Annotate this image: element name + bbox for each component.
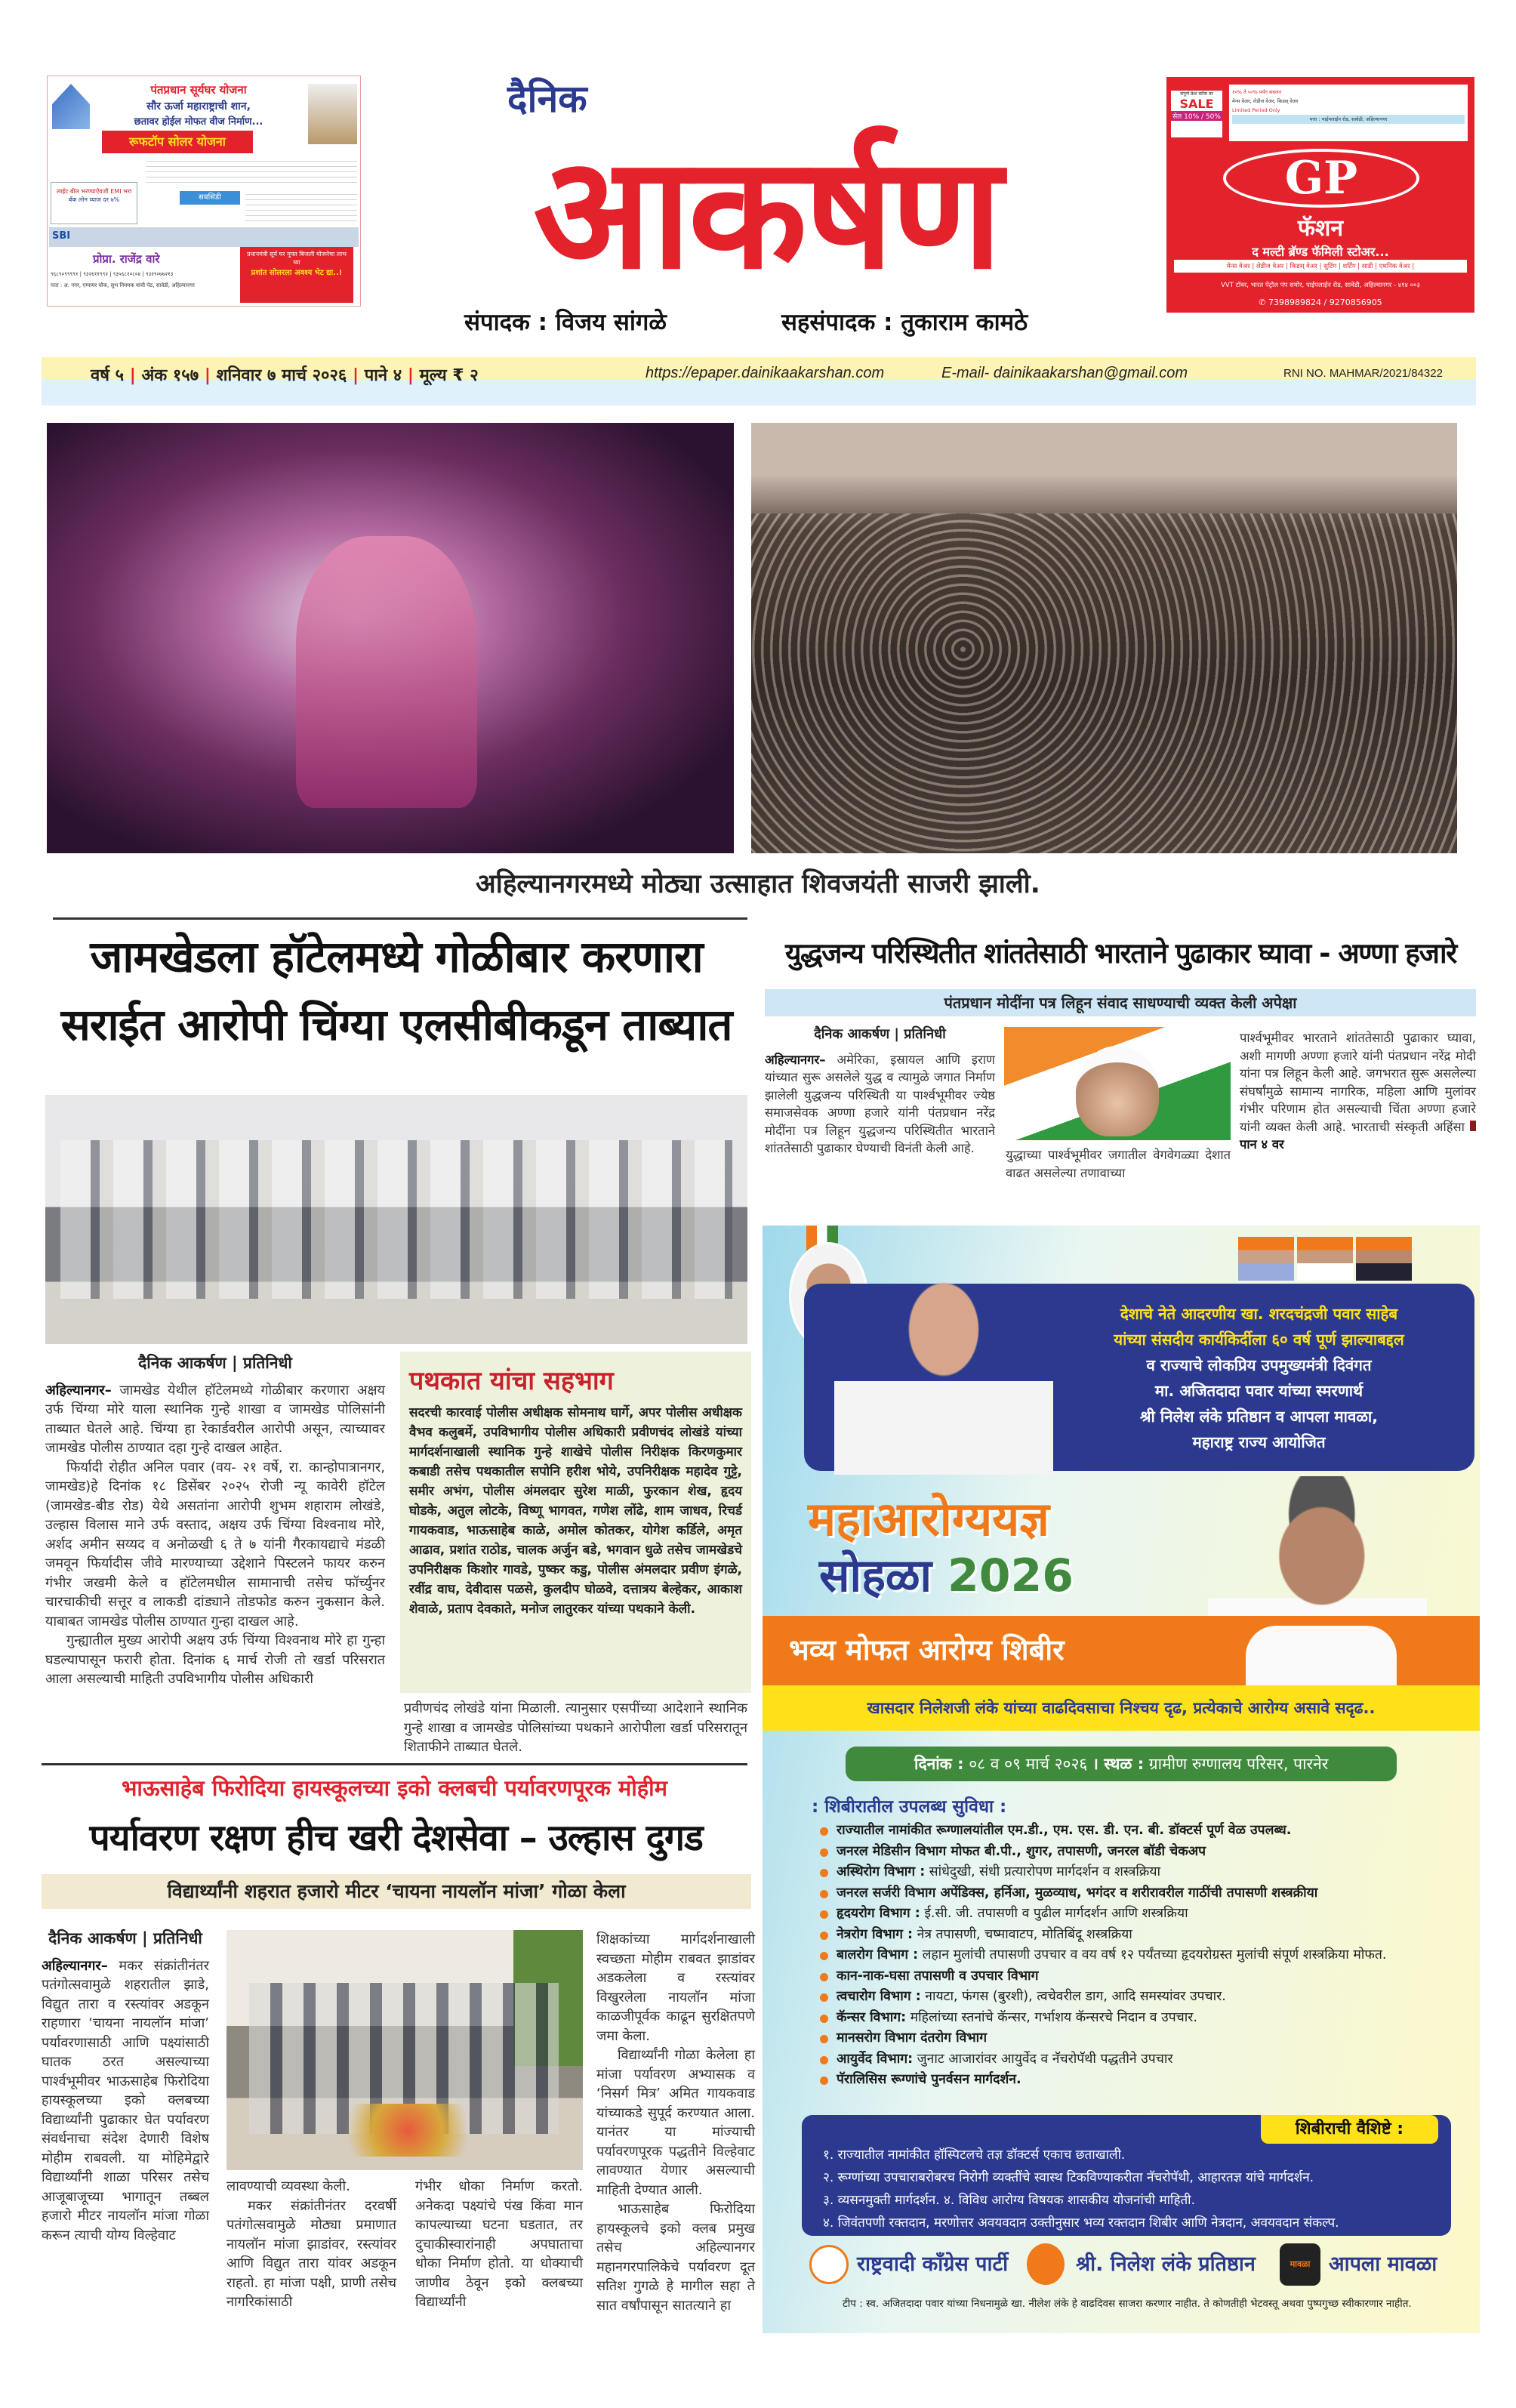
sbi-logo: SBI	[52, 230, 71, 242]
pratishthan-logo-icon	[1027, 2243, 1065, 2285]
leader-thumb	[1238, 1237, 1294, 1281]
event-subtitle-word: सोहळा	[819, 1549, 932, 1602]
facility-department: राज्यातील नामांकीत रूग्णालयांतील एम.डी., एम. एस. डी. एन. बी. डॉक्टर्स पूर्ण वेळ उपलब्ध.	[837, 1823, 1292, 1838]
issue-date: शनिवार ७ मार्च २०२६	[216, 366, 347, 385]
sale-discount	[1171, 111, 1222, 121]
organizer-ncp: राष्ट्रवादी काँग्रेस पार्टी	[857, 2252, 1009, 2276]
team-box	[400, 1352, 751, 1693]
facility-detail: नायटा, फंगस (बुरशी), त्वचेवरील डाग, आदि समस्यांवर उपचार.	[920, 1989, 1226, 2004]
store-phone[interactable]	[1166, 298, 1474, 307]
story1-headline-line1[interactable]: जामखेडला हॉटेलमध्ये गोळीबार करणारा	[90, 931, 703, 982]
photo-caption: अहिल्यानगरमध्ये मोठ्या उत्साहात शिवजयंती साजरी झाली.	[476, 869, 1040, 899]
year: वर्ष ५	[91, 366, 125, 385]
facility-department: त्वचारोग विभाग :	[837, 1989, 921, 2004]
feature-item: १. राज्यातील नामांकीत हॉस्पिटलचे तज्ञ डॉक्टर्स एकाच छताखाली.	[823, 2147, 1126, 2163]
story2-col3	[1240, 1029, 1476, 1154]
facility-item	[815, 1842, 1480, 1863]
facility-item	[815, 1821, 1480, 1842]
paragraph: विद्यार्थ्यांनी गोळा केलेला हा मांजा पर्यावरण अभ्यासक व ‘निसर्ग मित्र’ अमित गायकवाड यांच्याकडे सुपूर्द करण्यात आला. यानंतर या मांज्याची पर्यावरणपूरक पद्धतीने विल्हेवाट लावण्यात येणार असल्याची माहिती देण्यात आली.	[596, 2047, 755, 2198]
solar-heater-image	[308, 84, 357, 144]
story3-subhead: विद्यार्थ्यांनी शहरात हजारो मीटर ‘चायना नायलॉन मांजा’ गोळा केला	[42, 1874, 751, 1909]
photo-caption: युद्धाच्या पार्श्वभूमीवर जगातील वेगवेगळ्या देशात वाढत असलेल्या तणावाच्या	[1006, 1148, 1231, 1180]
story3-col3	[415, 2177, 583, 2312]
intro-line: देशाचे नेते आदरणीय खा. शरदचंद्रजी पवार साहेब	[1120, 1305, 1398, 1323]
event-year: 2026	[948, 1549, 1074, 1602]
loan-rate: बँक लोन व्याज दर ७%	[68, 196, 120, 203]
ad-fine-print	[245, 190, 357, 224]
team-box-title: पथकात यांचा सहभाग	[409, 1366, 614, 1396]
gp-logo	[1223, 149, 1419, 208]
facility-item	[815, 1945, 1480, 1966]
paragraph: जामखेड येथील हॉटेलमध्ये गोळीबार करणारा अक्षय उर्फ चिंग्या मोरे याला स्थानिक गुन्हे शाखा व जामखेड पोलिसांनी ताब्यात घेतले आहे. चिंग्या हा रेकार्डवरील आरोपी असून, त्याच्यावर जामखेड पोलीस ठाण्यात दहा गुन्हे दाखल आहेत.	[45, 1382, 385, 1456]
crowd-texture	[751, 513, 1457, 853]
facility-department: बालरोग विभाग :	[837, 1947, 919, 1962]
dateline-place: अहिल्यानगर–	[42, 1957, 108, 1974]
facility-department: पॅरालिसिस रूग्णांचे पुनर्वसन मार्गदर्शन.	[837, 2072, 1021, 2087]
proprietor-name: प्रोप्रा. राजेंद्र वारे	[93, 252, 160, 266]
masthead-title[interactable]: आकर्षण	[533, 124, 1000, 304]
facility-department: अस्थिरोग विभाग :	[837, 1864, 926, 1879]
intro-line: महाराष्ट्र राज्य आयोजित	[1192, 1433, 1326, 1451]
facility-detail: लहान मुलांची तपासणी उपचार व वय वर्ष १२ पर्यंतच्या हृदयरोग्रस्त मुलांची संपूर्ण शस्त्रक्रिया मोफत.	[918, 1947, 1387, 1962]
page-count: पाने ४	[364, 366, 402, 385]
phone-number: 7398989824 / 9270856905	[1268, 298, 1382, 307]
leader-thumbnails	[1238, 1237, 1412, 1281]
facility-department: आयुर्वेद विभाग:	[837, 2051, 914, 2067]
phone-icon: ✆	[1259, 298, 1269, 307]
solar-house-icon	[52, 84, 90, 129]
paragraph: पार्श्वभूमीवर भारताने शांततेसाठी पुढाकार घ्यावा, अशी मागणी अण्णा हजारे यांनी पंतप्रधान नरेंद्र मोदी यांना पत्र लिहून केली आहे. जगभरात सुरू असलेल्या संघर्षांमुळे सामान्य नागरिक, महिला आणि मुलांवर गंभीर परिणाम होत असल्याची चिंता अण्णा हजारे यांनी व्यक्त केली आहे. भारताची संस्कृती अहिंसा	[1240, 1031, 1476, 1134]
students-manja-photo	[226, 1930, 583, 2170]
facility-item	[815, 1904, 1480, 1925]
offer-box	[240, 247, 353, 303]
paragraph: मकर संक्रांतीनंतर दरवर्षी पतंगोत्सवामुळे मोठ्या प्रमाणात नायलॉन मांजा झाडांवर, रस्त्यांवर आणि विद्युत तारा यांवर अडकून राहतो. हा मांजा पक्षी, प्राणी तसेच नागरिकांसाठी	[226, 2197, 396, 2310]
offer-address: पत्ता : पाईपलाईन रोड, सावेडी, अहिल्यानगर	[1232, 115, 1465, 124]
story2-subhead: पंतप्रधान मोदींना पत्र लिहून संवाद साधण्याची व्यक्त केली अपेक्षा	[765, 989, 1476, 1016]
story3-col4	[596, 1930, 755, 2315]
camp-slogan: खासदार निलेशजी लंके यांच्या वाढदिवसाचा निश्चय दृढ, प्रत्येकाचे आरोग्य असावे सदृढ..	[763, 1685, 1480, 1731]
ncp-logo-icon	[809, 2245, 849, 2284]
venue-label: । स्थळ :	[1092, 1755, 1145, 1773]
paragraph: अमेरिका, इस्रायल आणि इराण यांच्यात सुरू असलेले युद्ध व त्यामुळे जगात निर्माण झालेली युद्धजन्य परिस्थिती या पार्श्वभूमीवर ज्येष्ठ समाजसेवक अण्णा हजारे यांनी पंतप्रधान नरेंद्र मोदींना पत्र लिहून युद्धजन्य परिस्थितीत भारताने शांततेसाठी पुढाकार घेण्याची विनंती केली आहे.	[765, 1052, 995, 1155]
sale-top-text: संपूर्ण फ्रेश स्टॉक वर	[1180, 91, 1213, 97]
paragraph: प्रवीणचंद लोखंडे यांना मिळाली. त्यानुसार एसपींच्या आदेशाने स्थानिक गुन्हे शाखा व जामखेड पोलिसांच्या पथकाने आरोपीला खर्डा परिसरातून शिताफीने ताब्यात घेतले.	[404, 1700, 747, 1755]
dateline-place: अहिल्यानगर–	[45, 1382, 112, 1398]
facility-item	[815, 1862, 1480, 1883]
solar-slogan-2: छतावर होईल मोफत वीज निर्माण...	[134, 116, 263, 128]
facility-department: जनरल मेडिसीन विभाग मोफत बी.पी., शुगर, तपासणी, जनरल बॉडी चेकअप	[837, 1843, 1206, 1859]
ad-fine-print	[146, 156, 357, 187]
facility-department: मानसरोग विभाग दंतरोग विभाग	[837, 2030, 988, 2046]
story3-col2	[226, 2177, 396, 2312]
proprietor-phones: ९६८९०९९९९१ | ९३२६११९९२ | ९३५६८१०८०४ | ९३२९०७७२१३	[51, 271, 174, 277]
price: मूल्य ₹ २	[419, 366, 479, 385]
brand-tagline: द मल्टी ब्रॅण्ड फॅमिली स्टोअर...	[1252, 245, 1389, 259]
sharad-pawar-portrait	[834, 1267, 1053, 1475]
facility-item	[815, 2049, 1480, 2070]
story2-byline: दैनिक आकर्षण | प्रतिनिधी	[814, 1026, 946, 1042]
police-team-photo	[45, 1095, 747, 1344]
camp-date: ०८ व ०९ मार्च २०२६	[969, 1755, 1088, 1773]
story1-body	[45, 1354, 385, 1689]
facility-department: कॅन्सर विभाग:	[837, 2009, 907, 2025]
facilities-title: : शिबीरातील उपलब्ध सुविधा :	[812, 1797, 1007, 1817]
facility-department: नेत्ररोग विभाग :	[837, 1926, 914, 1942]
dateline-place: अहिल्यानगर–	[765, 1052, 826, 1067]
ad-footnote: टीप : स्व. अजितदादा पवार यांच्या निधनामुळे खा. नीलेश लंके हे वाढदिवस साजरा करणार नाहीत. ते कोणतीही भेटवस्तू अथवा पुष्पगुच्छ स्वीकारणार नाहीत.	[843, 2298, 1412, 2310]
mavala-logo-icon	[1280, 2243, 1320, 2286]
facility-item	[815, 1883, 1480, 1904]
website-link[interactable]: https://epaper.dainikaakarshan.com	[646, 365, 885, 381]
proprietor-address: पत्ता : अ. नगर, एम्पायर चौक, सुभ नियमक यांची पेठ, सावेडी, अहिल्यानगर	[51, 282, 195, 288]
gp-logo-text: GP	[1284, 152, 1358, 205]
crowd-celebration-photo	[751, 423, 1457, 853]
offer-line: Limited Period Only	[1232, 107, 1280, 113]
organizer-mavala: आपला मावळा	[1329, 2252, 1437, 2276]
paragraph: भाऊसाहेब फिरोदिया हायस्कूलचे इको क्लब प्रमुख तसेच अहिल्यानगर महानगरपालिकेचे पर्यावरण दूत सतिश गुगळे हे मागील सहा ते सात वर्षांपासून सातत्याने हा	[596, 2201, 755, 2314]
story3-headline[interactable]: पर्यावरण रक्षण हीच खरी देशसेवा – उल्हास दुगड	[89, 1817, 703, 1859]
scheme-name: पंतप्रधान सूर्यघर योजना	[150, 83, 247, 97]
story1-byline: दैनिक आकर्षण | प्रतिनिधी	[138, 1354, 292, 1372]
facility-item	[815, 2070, 1480, 2091]
facility-detail: महिलांच्या स्तनांचे कॅन्सर, गर्भाशय कॅन्सरचे निदान व उपचार.	[906, 2009, 1197, 2025]
sale-text: SALE	[1179, 97, 1214, 111]
email-link[interactable]: E-mail- dainikaakarshan@gmail.com	[941, 365, 1188, 381]
event-subtitle	[819, 1543, 1074, 1605]
manja-pile	[325, 2104, 491, 2157]
facility-detail: सांधेदुखी, संधी प्रत्यारोपण मार्गदर्शन व शस्त्रक्रिया	[925, 1864, 1161, 1879]
facility-detail: ई.सी. जी. तपासणी व पुढील मार्गदर्शन आणि शस्त्रक्रिया	[920, 1906, 1188, 1921]
anna-hazare-photo	[1004, 1027, 1231, 1140]
bank-logos	[49, 227, 359, 247]
divider	[42, 1763, 747, 1765]
organizer-pratishthan: श्री. निलेश लंके प्रतिष्ठान	[1076, 2252, 1256, 2276]
story3-byline: दैनिक आकर्षण | प्रतिनिधी	[48, 1929, 202, 1947]
editor-name: संपादक : विजय सांगळे	[464, 309, 667, 336]
date-label: दिनांक :	[914, 1755, 964, 1773]
continued-link[interactable]: पान ४ वर	[1240, 1137, 1284, 1152]
health-camp-ad[interactable]	[763, 1226, 1480, 2333]
facilities-list	[815, 1821, 1480, 2091]
offer-text: प्रधानमंत्री सूर्य घर मुफ्त बिजली योजनेचा लाभ घ्या	[247, 251, 347, 266]
leader-thumb	[1356, 1237, 1412, 1281]
facility-item	[815, 2008, 1480, 2029]
story3-col1	[42, 1929, 209, 2245]
facility-department: कान-नाक-घसा तपासणी व उपचार विभाग	[837, 1968, 1039, 1984]
offer-line: मेन्स वेअर, लेडीज वेअर, किडस् वेअर	[1232, 98, 1299, 104]
facility-item	[815, 1925, 1480, 1946]
divider	[53, 917, 747, 920]
coeditor-name: सहसंपादक : तुकाराम कामठे	[781, 309, 1028, 336]
date-venue-pill	[846, 1747, 1397, 1781]
rooftop-banner: रूफटॉप सोलर योजना	[102, 131, 253, 153]
intro-line: व राज्याचे लोकप्रिय उपमुख्यमंत्री दिवंगत	[1146, 1356, 1372, 1374]
paragraph: मकर संक्रांतीनंतर पतंगोत्सवामुळे शहरातील झाडे, विद्युत तारा व रस्त्यांवर अडकून राहणारा ‘चायना नायलॉन मांजा’ पर्यावरणासाठी आणि पक्ष्यांसाठी घातक ठरत असल्याच्या पार्श्वभूमीवर भाऊसाहेब फिरोदिया हायस्कूलच्या इको क्लबच्या विद्यार्थ्यांनी पुढाकार घेत पर्यावरण संवर्धनाचा संदेश देणारी विशेष मोहीम राबवली. या मोहिमेद्वारे विद्यार्थ्यांनी शाळा परिसर तसेच आजूबाजूच्या भागातून तब्बल हजारो मीटर नायलॉन मांजा गोळा करून त्याची योग्य विल्हेवाट	[42, 1957, 209, 2243]
mavala-logo-text: मावळा	[1290, 2259, 1311, 2269]
issue-number: अंक १५७	[141, 366, 199, 385]
story1-headline-line2[interactable]: सराईत आरोपी चिंग्या एलसीबीकडून ताब्यात	[60, 999, 732, 1050]
story2-col1	[765, 1025, 995, 1158]
story3-kicker: भाऊसाहेब फिरोदिया हायस्कूलच्या इको क्लबची पर्यावरणपूरक मोहीम	[122, 1775, 667, 1801]
paragraph: गंभीर धोका निर्माण करतो. अनेकदा पक्ष्यांचे पंख किंवा मान कापल्याच्या घटना घडतात, तर दुचाकीस्वारांनाही अपघाताचा धोका निर्माण होतो. या धोक्याची जाणीव ठेवून इको क्लबच्या विद्यार्थ्यांनी	[415, 2178, 583, 2310]
offer-text-2: प्रशांत सोलरला अवश्य भेट द्या..!	[251, 269, 343, 277]
solar-ad[interactable]	[47, 76, 361, 307]
leader-thumb	[1297, 1237, 1353, 1281]
facility-item	[815, 1987, 1480, 2008]
camp-title: भव्य मोफत आरोग्य शिबीर	[789, 1633, 1065, 1666]
intro-line: मा. अजितदादा पवार यांच्या स्मरणार्थ	[1154, 1382, 1363, 1400]
sale-mr: सेल	[1172, 113, 1182, 121]
feature-item: ४. जिवंतपणी रक्तदान, मरणोत्तर अवयवदान उक्तीनुसार भव्य रक्तदान शिबीर आणि नेत्रदान, अवयवदान संकल्प.	[823, 2215, 1339, 2231]
facility-detail: जुनाट आजारांवर आयुर्वेद व नॅचरोपॅथी पद्धतीने उपचार	[913, 2051, 1173, 2067]
facility-item	[815, 1966, 1480, 1987]
masthead-daily: दैनिक	[507, 77, 587, 121]
feature-item: ३. व्यसनमुक्ती मार्गदर्शन. ४. विविध आरोग्य विषयक शासकीय योजनांची माहिती.	[823, 2193, 1195, 2208]
intro-line: यांच्या संसदीय कार्यकिर्दीला ६० वर्ष पूर्ण झाल्याबद्दल	[1114, 1330, 1404, 1349]
story2-headline[interactable]: युद्धजन्य परिस्थितीत शांततेसाठी भारताने पुढाकार घ्यावा - अण्णा हजारे	[785, 937, 1456, 970]
facility-item	[815, 2028, 1480, 2049]
date-venue-text	[914, 1747, 1328, 1781]
portrait-face	[1076, 1046, 1159, 1136]
idol-shape	[296, 536, 477, 808]
rni-number: RNI NO. MAHMAR/2021/84322	[1283, 367, 1443, 380]
nilesh-lanke-shirt	[1246, 1626, 1397, 1685]
shivaji-idol-photo	[47, 423, 734, 853]
gp-fashion-ad[interactable]	[1166, 77, 1474, 313]
feature-item: २. रूग्णांच्या उपचाराबरोबरच निरोगी व्यक्तींचे स्वास्थ टिकविण्याकरीता नॅचरोपॅथी, आहारतज्ञ यांचे मार्गदर्शन.	[823, 2170, 1314, 2185]
team-box-text: सदरची कारवाई पोलीस अधीक्षक सोमनाथ घार्गे, अपर पोलीस अधीक्षक वैभव कलुबर्मे, उपविभागीय पोलीस अधिकारी प्रवीणचंद लोखंडे यांच्या मार्गदर्शनाखाली स्थानिक गुन्हे शाखेचे पोलीस निरीक्षक किरणकुमार कबाडी तसेच पथकातील सपोनि हरीश भोये, उपनिरीक्षक महादेव गुट्टे, समीर अभंग, पोलीस अंमलदार सुरेश माळी, फुरकान शेख, हृदय घोडके, अतुल लोटके, विष्णू भागवत, गणेश लोंढे, शाम जाधव, रिचर्ड गायकवाड, भाऊसाहेब काळे, अमोल कोतकर, योगेश कर्डिले, अमृत आढाव, प्रशांत राठोड, चालक अर्जुन बडे, भगवान धुळे तसेच जामखेडचे उपनिरीक्षक किशोर गावडे, पुष्कर कडु, पोलीस अंमलदार प्रवीण इंगळे, रवींद्र वाघ, देवीदास पळसे, कुलदीप घोळवे, दत्तात्रय बेल्हेकर, आकाश शेवाळे, प्रताप देवकाते, मनोज लातुरकर यांच्या पथकाने केली.	[409, 1405, 742, 1617]
camp-venue: ग्रामीण रुग्णालय परिसर, पारनेर	[1148, 1755, 1329, 1773]
facility-detail: नेत्र तपासणी, चष्मावाटप, मोतिबिंदू शस्त्रक्रिया	[913, 1926, 1132, 1942]
facility-department: हृदयरोग विभाग :	[837, 1906, 920, 1921]
subsidy-badge: सबसिडी	[180, 191, 240, 205]
paragraph: गुन्ह्यातील मुख्य आरोपी अक्षय उर्फ चिंग्या विश्वनाथ मोरे हा गुन्हा घडल्यापासून फरारी होता. दिनांक ६ मार्च रोजी तो खर्डा परिसरात आला असल्याची माहिती उपविभागीय पोलीस अधिकारी	[45, 1633, 385, 1687]
facility-department: जनरल सर्जरी विभाग अपेंडिक्स, हर्निआ, मुळव्याध, भगंदर व शरीरावरील गाठींची तपासणी शस्त्रक्रीया	[837, 1885, 1318, 1901]
jump-marker	[1470, 1121, 1476, 1131]
intro-line: श्री निलेश लंके प्रतिष्ठान व आपला मावळा,	[1139, 1407, 1379, 1426]
sale-box	[1171, 91, 1222, 137]
intro-text	[1057, 1301, 1461, 1455]
offer-list	[1229, 85, 1468, 141]
emi-text: लाईट बील भरण्याऐवजी EMI भरा	[56, 188, 132, 195]
store-categories: मेन्स वेअर | लेडीज वेअर | किडस् वेअर | सुटिंग | शर्टिंग | साडी | एथनिक वेअर |	[1174, 260, 1467, 273]
store-address: VVT टॉवर, भारत पेट्रोल पंप समोर, पाईपलाईन रोड, सावेडी, अहिल्यानगर - ४१४ ००३	[1221, 282, 1420, 289]
brand-name: फॅशन	[1297, 215, 1344, 242]
emi-box	[51, 182, 137, 224]
paragraph: फिर्यादी रोहीत अनिल पवार (वय- २१ वर्षे, रा. कान्होपात्रानगर, जामखेड)हे दिनांक १८ डिसेंबर २०२५ रोजी न्यू कावेरी हॉटेल (जामखेड-बीड रोड) येथे असतांना आरोपी शुभम शहाराम लोखंडे, उल्हास विलास माने उर्फ वस्ताद, अक्षय उर्फ चिंग्या विश्वनाथ मोरे, अर्शद अमीन सय्यद व अनोळखी ६ ते ७ यांनी गैरकायद्याचे मंडळी जमवून फिर्यादीस जीवे मारण्याच्या उद्देशाने पिस्टलने फायर करुन गंभीर जखमी केले व हॉटेलमधील सामानाची तसेच फॉर्च्युनर चारचाकीची सत्तूर व लाकडी दांड्याने तोडफोड करुन नुकसान केले. याबाबत जामखेड पोलीस ठाण्यात गुन्हा दाखल आहे.	[45, 1459, 385, 1629]
issue-info: वर्ष ५ | अंक १५७ | शनिवार ७ मार्च २०२६ | पाने ४ | मूल्य ₹ २	[91, 366, 479, 385]
offer-line: १०% ते ५०% पर्यंत सवलत	[1232, 89, 1282, 95]
paragraph: लावण्याची व्यवस्था केली.	[226, 2178, 350, 2194]
features-title: शिबीराची वैशिष्टे :	[1261, 2115, 1438, 2144]
discount-text: 10% / 50%	[1184, 113, 1221, 121]
dateline-bar	[42, 357, 1476, 405]
people-row	[60, 1140, 732, 1299]
event-title: महाआरोग्ययज्ञ	[808, 1491, 1049, 1546]
solar-slogan-1: सौर ऊर्जा महाराष्ट्राची शान,	[146, 100, 251, 113]
paragraph: शिक्षकांच्या मार्गदर्शनाखाली स्वच्छता मोहीम राबवत झाडांवर अडकलेला व रस्त्यांवर विखुरलेला नायलॉन मांजा काळजीपूर्वक काढून सुरक्षितपणे जमा केला.	[596, 1932, 755, 2044]
